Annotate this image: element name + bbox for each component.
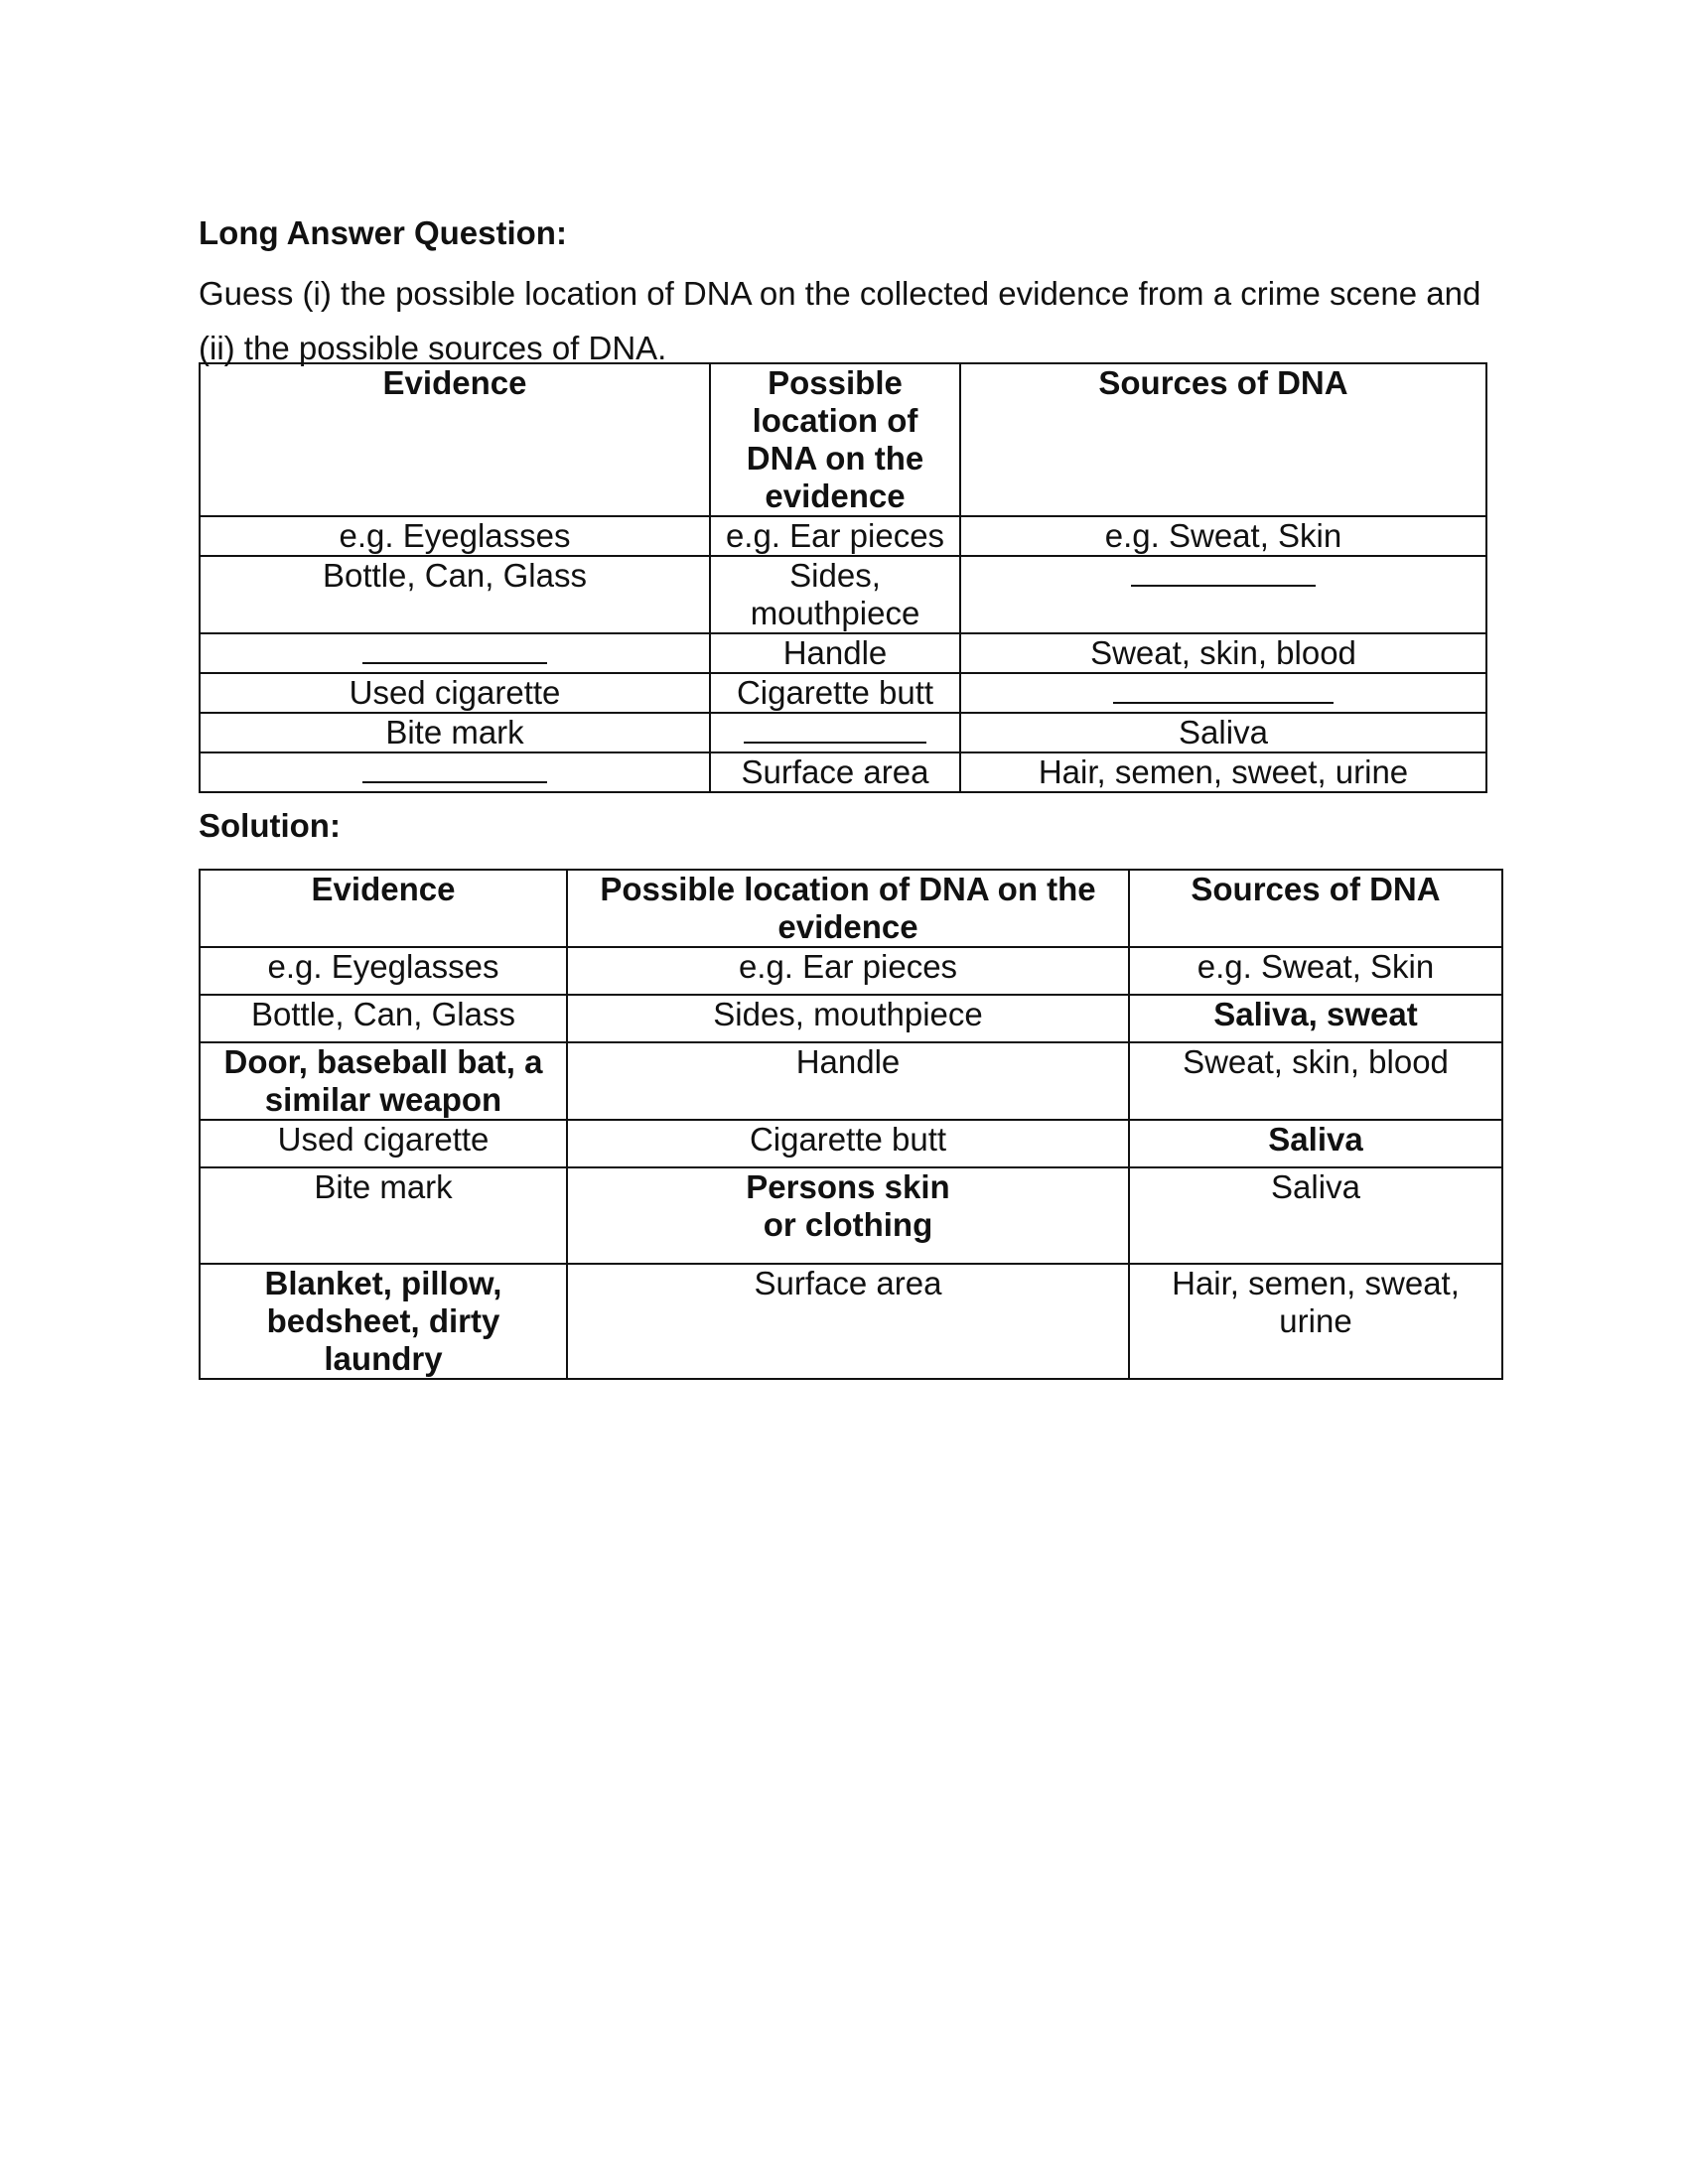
evidence-cell: Bite mark <box>200 713 710 752</box>
header-location: Possible location of DNA on the evidence <box>567 870 1129 947</box>
sources-cell: Hair, semen, sweet, urine <box>960 752 1486 792</box>
evidence-cell: e.g. Eyeglasses <box>200 947 567 995</box>
sources-cell[interactable] <box>960 556 1486 633</box>
answer-blank[interactable] <box>744 720 926 744</box>
table-row <box>200 947 1502 995</box>
location-cell: Surface area <box>710 752 960 792</box>
header-location: Possible location of DNA on the evidence <box>710 363 960 516</box>
solution-heading: Solution: <box>199 807 341 844</box>
header-evidence: Evidence <box>200 870 567 947</box>
location-cell-answer <box>567 1167 1129 1264</box>
evidence-cell[interactable] <box>200 752 710 792</box>
sources-cell: Sweat, skin, blood <box>1129 1042 1502 1120</box>
location-cell: Sides, mouthpiece <box>710 556 960 633</box>
table-row <box>200 516 1486 556</box>
answer-blank[interactable] <box>362 759 547 783</box>
sources-cell-answer: Saliva <box>1129 1120 1502 1167</box>
question-table <box>199 362 1487 793</box>
solution-table-header-row <box>200 870 1502 947</box>
header-sources: Sources of DNA <box>960 363 1486 516</box>
sources-cell: Hair, semen, sweat, urine <box>1129 1264 1502 1379</box>
location-answer-text: Persons skin or clothing <box>746 1168 950 1243</box>
evidence-cell: Used cigarette <box>200 1120 567 1167</box>
evidence-cell-answer: Blanket, pillow, bedsheet, dirty laundry <box>200 1264 567 1379</box>
answer-blank[interactable] <box>1113 680 1334 704</box>
table-row <box>200 713 1486 752</box>
location-cell: Handle <box>710 633 960 673</box>
sources-cell: Saliva <box>960 713 1486 752</box>
table-row <box>200 556 1486 633</box>
evidence-cell: Bottle, Can, Glass <box>200 556 710 633</box>
evidence-cell: Bite mark <box>200 1167 567 1264</box>
solution-table <box>199 869 1503 1380</box>
location-cell: Cigarette butt <box>567 1120 1129 1167</box>
location-cell: e.g. Ear pieces <box>710 516 960 556</box>
table-row <box>200 1264 1502 1379</box>
sources-cell: Sweat, skin, blood <box>960 633 1486 673</box>
table-row <box>200 1167 1502 1264</box>
evidence-cell: e.g. Eyeglasses <box>200 516 710 556</box>
evidence-cell-answer: Door, baseball bat, a similar weapon <box>200 1042 567 1120</box>
question-table-header-row <box>200 363 1486 516</box>
location-cell: Sides, mouthpiece <box>567 995 1129 1042</box>
sources-cell: Saliva <box>1129 1167 1502 1264</box>
sources-cell: e.g. Sweat, Skin <box>960 516 1486 556</box>
evidence-cell[interactable] <box>200 633 710 673</box>
location-cell: Cigarette butt <box>710 673 960 713</box>
question-text: Guess (i) the possible location of DNA on the collected evidence from a crime scene and (ii) the possible sources of DNA. <box>199 275 1481 366</box>
table-row <box>200 1120 1502 1167</box>
table-row <box>200 1042 1502 1120</box>
evidence-cell: Bottle, Can, Glass <box>200 995 567 1042</box>
header-evidence: Evidence <box>200 363 710 516</box>
sources-cell[interactable] <box>960 673 1486 713</box>
table-row <box>200 995 1502 1042</box>
page-heading: Long Answer Question: <box>199 214 567 251</box>
sources-cell-answer: Saliva, sweat <box>1129 995 1502 1042</box>
answer-blank[interactable] <box>362 640 547 664</box>
location-cell: e.g. Ear pieces <box>567 947 1129 995</box>
header-sources: Sources of DNA <box>1129 870 1502 947</box>
evidence-cell: Used cigarette <box>200 673 710 713</box>
location-cell: Surface area <box>567 1264 1129 1379</box>
sources-cell: e.g. Sweat, Skin <box>1129 947 1502 995</box>
location-cell[interactable] <box>710 713 960 752</box>
location-cell: Handle <box>567 1042 1129 1120</box>
table-row <box>200 752 1486 792</box>
answer-blank[interactable] <box>1131 563 1316 587</box>
table-row <box>200 633 1486 673</box>
table-row <box>200 673 1486 713</box>
